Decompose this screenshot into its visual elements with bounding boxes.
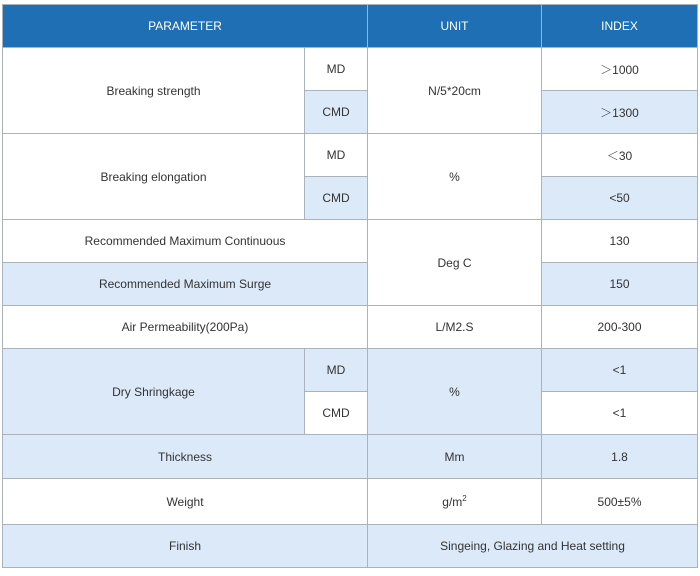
header-parameter: PARAMETER — [3, 5, 368, 48]
dry-shrinkage-unit: % — [368, 349, 542, 435]
weight-unit-base: g/m — [442, 495, 463, 509]
thickness-index: 1.8 — [542, 435, 698, 479]
header-row — [3, 5, 698, 48]
rec-max-continuous-label: Recommended Maximum Continuous — [3, 220, 368, 263]
rec-max-surge-label: Recommended Maximum Surge — [3, 263, 368, 306]
breaking-strength-cmd: CMD — [305, 91, 368, 134]
table-row — [3, 435, 698, 479]
spec-table — [2, 4, 698, 568]
breaking-elongation-cmd: CMD — [305, 177, 368, 220]
weight-unit — [368, 479, 542, 525]
table-row — [3, 306, 698, 349]
weight-index: 500±5% — [542, 479, 698, 525]
temperature-unit: Deg C — [368, 220, 542, 306]
breaking-strength-md-index: ＞1000 — [542, 48, 698, 91]
breaking-strength-cmd-index: ＞1300 — [542, 91, 698, 134]
finish-value: Singeing, Glazing and Heat setting — [368, 525, 698, 568]
breaking-elongation-cmd-index: ˂50 — [542, 177, 698, 220]
table-row — [3, 263, 698, 306]
rec-max-surge-index: 150 — [542, 263, 698, 306]
dry-shrinkage-md: MD — [305, 349, 368, 392]
table-row — [3, 479, 698, 525]
breaking-elongation-label: Breaking elongation — [3, 134, 305, 220]
breaking-elongation-unit: % — [368, 134, 542, 220]
dry-shrinkage-cmd: CMD — [305, 392, 368, 435]
breaking-strength-label: Breaking strength — [3, 48, 305, 134]
dry-shrinkage-label: Dry Shringkage — [3, 349, 305, 435]
air-permeability-index: 200-300 — [542, 306, 698, 349]
table-row — [3, 134, 698, 177]
breaking-elongation-md: MD — [305, 134, 368, 177]
weight-unit-exponent: 2 — [462, 494, 467, 503]
dry-shrinkage-md-index: ˂1 — [542, 349, 698, 392]
header-unit: UNIT — [368, 5, 542, 48]
dry-shrinkage-cmd-index: ˂1 — [542, 392, 698, 435]
table-row — [3, 48, 698, 91]
breaking-strength-unit: N/5*20cm — [368, 48, 542, 134]
air-permeability-label: Air Permeability(200Pa) — [3, 306, 368, 349]
table-row — [3, 349, 698, 392]
table-row — [3, 220, 698, 263]
rec-max-continuous-index: 130 — [542, 220, 698, 263]
breaking-strength-md: MD — [305, 48, 368, 91]
air-permeability-unit: L/M2.S — [368, 306, 542, 349]
table-row — [3, 525, 698, 568]
thickness-unit: Mm — [368, 435, 542, 479]
weight-label: Weight — [3, 479, 368, 525]
breaking-elongation-md-index: ＜30 — [542, 134, 698, 177]
finish-label: Finish — [3, 525, 368, 568]
thickness-label: Thickness — [3, 435, 368, 479]
header-index: INDEX — [542, 5, 698, 48]
